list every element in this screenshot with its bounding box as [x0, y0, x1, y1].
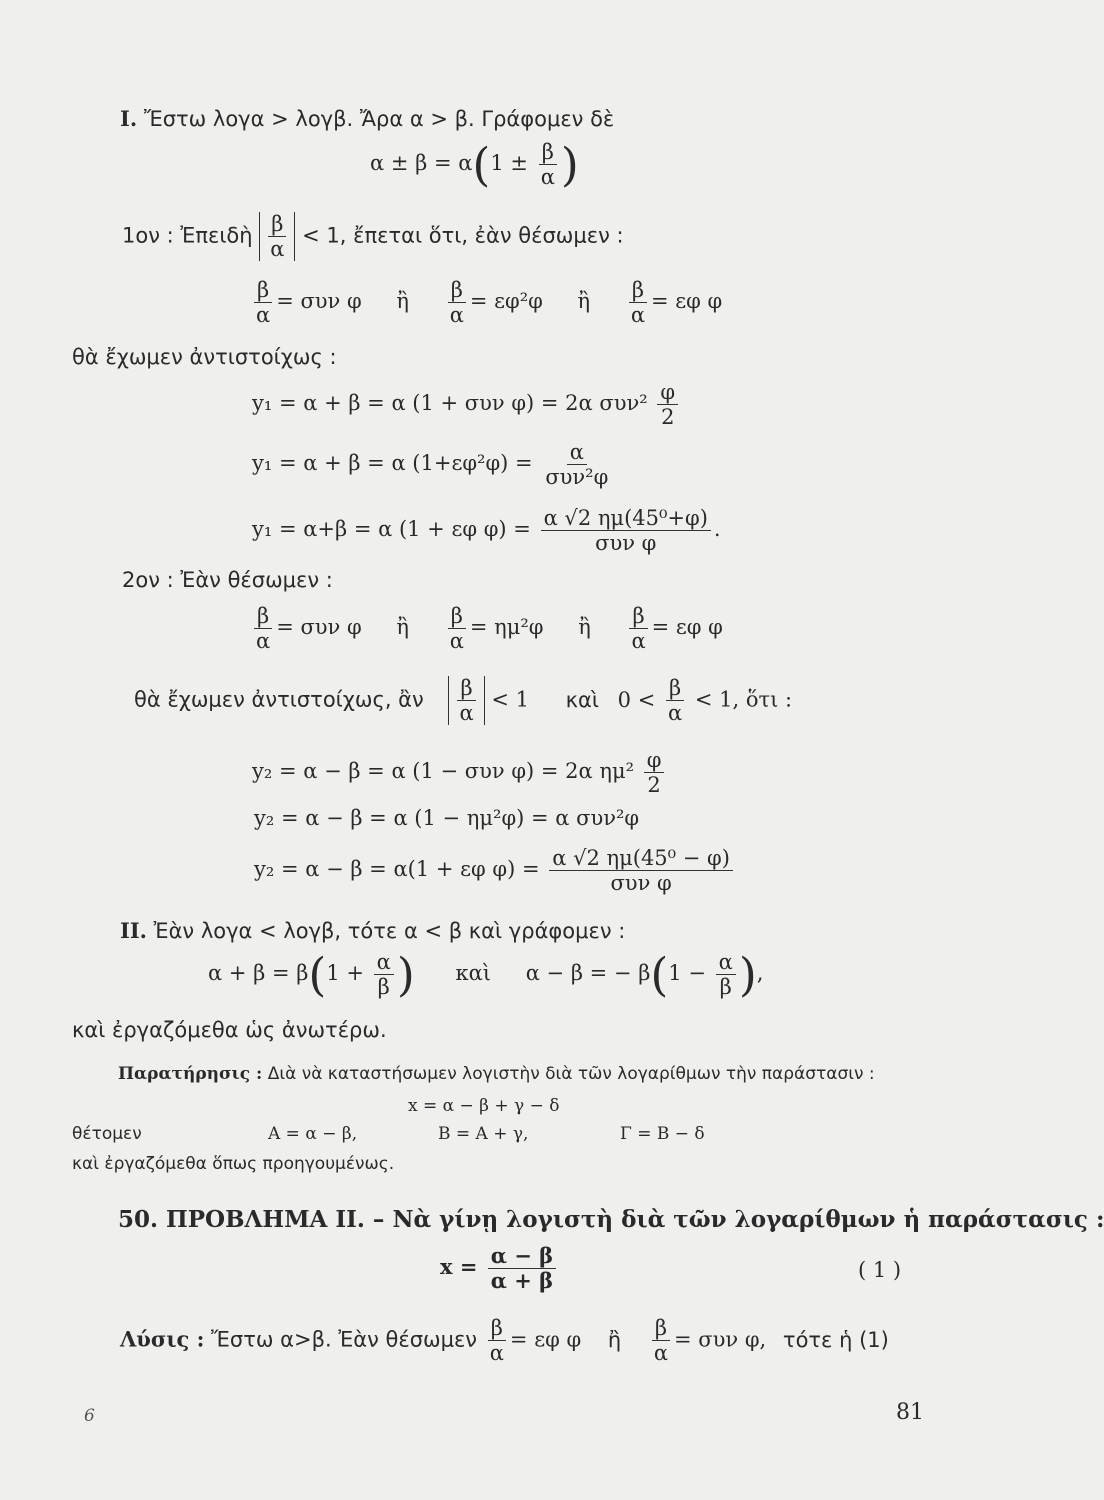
- case1-result-intro: θὰ ἔχωμεν ἀντιστοίχως :: [72, 345, 337, 369]
- case1-result-3: [252, 506, 721, 555]
- sub-rhs: = εφ²φ: [469, 289, 543, 314]
- case1-condition: < 1, ἔπεται ὅτι, ἐὰν θέσωμεν :: [302, 223, 624, 248]
- section-II-intro: Ἐὰν λογα < λογβ, τότε α < β καὶ γράφομεν :: [153, 919, 626, 943]
- fraction: [538, 140, 558, 189]
- eq-lhs: y₁ = α + β = α (1 + συν φ) = 2α συν²: [252, 391, 648, 416]
- problem-heading: 50. ΠΡΟΒΛΗΜΑ ΙΙ. – Νὰ γίνῃ λογιστὴ διὰ τῶν λογαρίθμων ἡ παράστασις :: [118, 1206, 1104, 1233]
- solution-label: Λύσις :: [120, 1326, 205, 1352]
- kai-word: καὶ: [455, 961, 492, 986]
- section-II-outro: καὶ ἐργαζόμεθα ὡς ἀνωτέρω.: [72, 1018, 387, 1042]
- frac-den: α: [459, 701, 474, 726]
- frac-num: β: [629, 278, 647, 303]
- sub-rhs: = συν φ,: [674, 1327, 767, 1352]
- section-I-intro: Ἔστω λογα > λογβ. Ἄρα α > β. Γράφομεν δὲ: [143, 107, 615, 131]
- or-word: ἢ: [577, 289, 591, 314]
- abs-value: [448, 676, 484, 725]
- frac-den: α: [489, 1341, 504, 1366]
- eq-lhs: y₂ = α − β = α(1 + εφ φ) =: [254, 857, 540, 882]
- eq-tail: .: [713, 517, 721, 542]
- sub-rhs: = ημ²φ: [469, 615, 544, 640]
- remark-def-A: Α = α − β,: [268, 1124, 358, 1144]
- cond1: < 1: [491, 687, 529, 712]
- sub-rhs: = συν φ: [276, 615, 362, 640]
- frac-den: α: [540, 165, 555, 190]
- case2-result-2: y₂ = α − β = α (1 − ημ²φ) = α συν²φ: [254, 806, 640, 830]
- remark-thetomen: θέτομεν: [72, 1124, 142, 1144]
- eq-lhs: α + β = β: [208, 961, 309, 986]
- cond2-tail: < 1, ὅτι :: [694, 687, 793, 712]
- case1-result-1: [252, 380, 681, 429]
- frac-den: συν φ: [595, 531, 657, 556]
- kai-word: καὶ: [565, 687, 599, 712]
- equation-main: [370, 137, 579, 192]
- case1-line: [122, 212, 624, 261]
- frac-num: β: [254, 604, 272, 629]
- frac-num: α: [374, 950, 394, 975]
- remark-text: Διὰ νὰ καταστήσωμεν λογιστὴν διὰ τῶν λογαρίθμων τὴν παράστασιν :: [267, 1064, 875, 1084]
- section-I-label: I.: [120, 106, 138, 131]
- frac-num: α: [567, 440, 587, 465]
- case2-result-1: [252, 748, 667, 797]
- eq-main-lead: 1 ±: [490, 151, 528, 176]
- frac-den: α: [256, 303, 271, 328]
- remark-def-G: Γ = Β − δ: [620, 1124, 705, 1144]
- equation-number: ( 1 ): [858, 1258, 902, 1282]
- section-II-line: [120, 918, 625, 943]
- remark-line: [118, 1064, 875, 1084]
- section-II-label: II.: [120, 918, 147, 943]
- sub-rhs: = εφ φ: [651, 615, 723, 640]
- sub-rhs: = εφ φ: [509, 1327, 582, 1352]
- eq-lhs: α − β = − β: [525, 961, 651, 986]
- section-II-equations: [208, 947, 764, 1002]
- case2-result-intro: θὰ ἔχωμεν ἀντιστοίχως, ἂν: [134, 687, 424, 712]
- eq-lead: 1 +: [326, 961, 364, 986]
- or-word: ἢ: [396, 615, 409, 640]
- frac-den: α + β: [490, 1268, 554, 1294]
- frac-num: φ: [644, 748, 665, 773]
- case2-intro: Ἐὰν θέσωμεν :: [180, 568, 333, 592]
- frac-num: β: [448, 604, 466, 629]
- frac-num: β: [457, 676, 475, 701]
- frac-num: β: [254, 278, 272, 303]
- eq-main-lhs: α ± β = α: [370, 151, 473, 176]
- remark-outro: καὶ ἐργαζόμεθα ὅπως προηγουμένως.: [72, 1154, 395, 1174]
- eq-lhs: y₁ = α+β = α (1 + εφ φ) =: [252, 517, 531, 542]
- frac-num: α: [716, 950, 736, 975]
- frac-den: α: [667, 701, 683, 726]
- solution-line: [120, 1316, 889, 1365]
- section-I-line: [120, 106, 614, 131]
- frac-den: α: [256, 629, 271, 654]
- case2-line: [122, 568, 333, 592]
- problem-equation: [440, 1244, 559, 1293]
- frac-den: α: [631, 629, 646, 654]
- frac-num: β: [629, 604, 647, 629]
- frac-num: α − β: [488, 1244, 556, 1269]
- case1-result-2: [252, 440, 614, 489]
- signature-mark: 6: [84, 1406, 95, 1426]
- frac-num: α √2 ημ(45⁰+φ): [541, 506, 711, 531]
- page-number: 81: [896, 1400, 924, 1425]
- eq-tail: ,: [756, 961, 764, 986]
- frac-den: 2: [661, 405, 675, 430]
- case2-label: 2ον :: [122, 568, 174, 592]
- frac-den: συν φ: [610, 871, 672, 896]
- paren-close: ): [396, 947, 415, 1002]
- frac-den: α: [449, 303, 464, 328]
- paren-close: ): [738, 947, 757, 1002]
- case2-condition-line: [134, 676, 792, 725]
- frac-den: α: [653, 1341, 669, 1366]
- frac-den: α: [270, 237, 285, 262]
- frac-num: α √2 ημ(45⁰ − φ): [549, 846, 733, 871]
- frac-num: β: [448, 278, 466, 303]
- case1-label: 1ον :: [122, 223, 174, 248]
- frac-num: β: [652, 1316, 670, 1341]
- cond2-lead: 0 <: [617, 687, 656, 712]
- sub-rhs: = συν φ: [276, 289, 362, 314]
- frac-den: β: [377, 975, 390, 1000]
- solution-text: Ἔστω α>β. Ἐὰν θέσωμεν: [211, 1327, 478, 1352]
- frac-den: 2: [647, 773, 661, 798]
- frac-num: β: [268, 212, 286, 237]
- or-word: ἢ: [396, 289, 409, 314]
- or-word: ἢ: [607, 1327, 622, 1352]
- frac-num: β: [488, 1316, 506, 1341]
- bleed-through: [720, 95, 726, 116]
- paren-open: (: [472, 137, 491, 192]
- eq-lead: 1 −: [668, 961, 706, 986]
- paren-open: (: [308, 947, 327, 1002]
- case1-epeidi: Ἐπειδὴ: [180, 223, 253, 248]
- frac-num: β: [539, 140, 557, 165]
- paren-open: (: [650, 947, 669, 1002]
- case2-result-3: [254, 846, 736, 895]
- frac-den: α: [449, 629, 464, 654]
- sub-rhs: = εφ φ: [651, 289, 723, 314]
- case1-substitutions: [250, 278, 722, 327]
- or-word: ἢ: [578, 615, 591, 640]
- frac-num: β: [666, 676, 684, 701]
- remark-expression: x = α − β + γ − δ: [408, 1096, 560, 1116]
- eq-lhs: y₂ = α − β = α (1 − συν φ) = 2α ημ²: [252, 759, 635, 784]
- frac-den: β: [719, 975, 732, 1000]
- eq-lhs: x =: [440, 1254, 478, 1280]
- abs-value: [259, 212, 295, 261]
- frac-num: φ: [657, 380, 678, 405]
- frac-den: συν²φ: [545, 465, 609, 490]
- case2-substitutions: [250, 604, 723, 653]
- solution-tail: τότε ἡ (1): [782, 1327, 889, 1352]
- eq-lhs: y₁ = α + β = α (1+εφ²φ) =: [252, 451, 533, 476]
- remark-def-B: Β = Α + γ,: [438, 1124, 529, 1144]
- paren-close: ): [560, 137, 579, 192]
- remark-label: Παρατήρησις :: [118, 1064, 263, 1084]
- frac-den: α: [630, 303, 646, 328]
